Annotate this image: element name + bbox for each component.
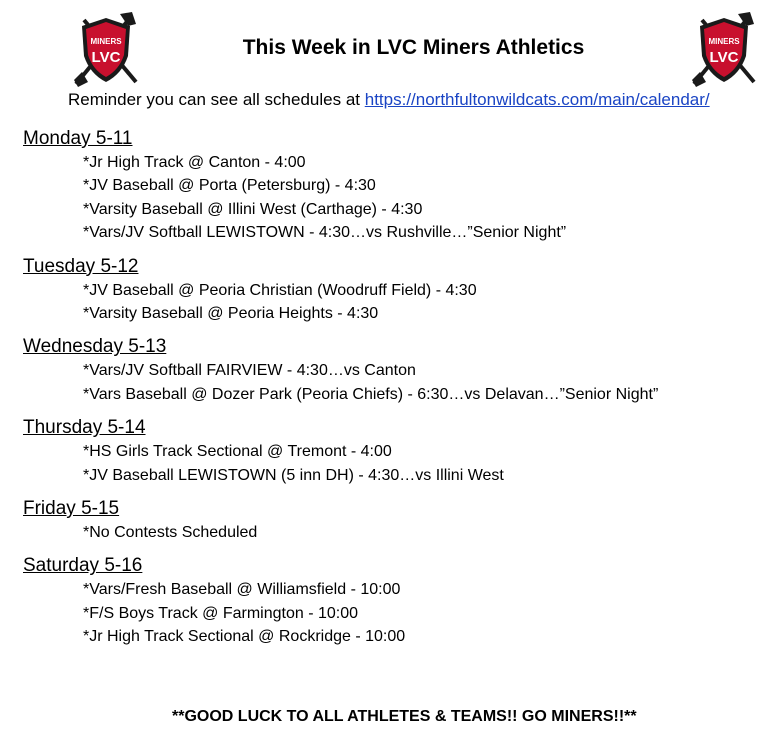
svg-text:MINERS: MINERS	[708, 37, 740, 46]
day-title: Thursday 5-14	[23, 417, 146, 439]
day-title: Monday 5-11	[23, 128, 133, 149]
event-item: *HS Girls Track Sectional @ Tremont - 4:00	[83, 443, 392, 461]
svg-text:LVC: LVC	[91, 49, 121, 66]
reminder-text: Reminder you can see all schedules at	[68, 90, 365, 109]
event-item: *JV Baseball @ Porta (Petersburg) - 4:30	[83, 177, 376, 195]
day-tuesday	[23, 255, 777, 326]
page-title	[0, 36, 777, 60]
event-item: *F/S Boys Track @ Farmington - 10:00	[83, 604, 359, 622]
event-item: *JV Baseball LEWISTOWN (5 inn DH) - 4:30…vs Illini West	[83, 466, 504, 484]
calendar-link[interactable]: https://northfultonwildcats.com/main/calendar/	[364, 90, 710, 109]
event-item: *Jr High Track Sectional @ Rockridge - 10:00	[83, 628, 406, 646]
day-title: Tuesday 5-12	[23, 255, 139, 277]
event-item: *Vars/Fresh Baseball @ Williamsfield - 10:00	[83, 581, 401, 599]
event-item: *No Contests Scheduled	[83, 524, 258, 542]
day-title: Friday 5-15	[23, 498, 120, 520]
day-thursday	[23, 416, 777, 487]
day-title: Wednesday 5-13	[23, 336, 167, 358]
weekly-schedule	[23, 127, 777, 659]
event-item: *JV Baseball @ Peoria Christian (Woodruff Field) - 4:30	[83, 281, 477, 299]
day-saturday	[23, 554, 777, 648]
page-title-text: This Week in LVC Miners Athletics	[242, 36, 585, 59]
svg-text:MINERS: MINERS	[90, 37, 122, 46]
event-item: *Jr High Track @ Canton - 4:00	[83, 154, 306, 171]
day-wednesday	[23, 335, 777, 406]
day-friday	[23, 497, 777, 544]
event-item: *Varsity Baseball @ Peoria Heights - 4:30	[83, 305, 379, 323]
event-item: *Vars Baseball @ Dozer Park (Peoria Chiefs) - 6:30…vs Delavan…”Senior Night”	[83, 385, 659, 403]
event-item: *Varsity Baseball @ Illini West (Carthage) - 4:30	[83, 200, 423, 218]
good-luck-footer: **GOOD LUCK TO ALL ATHLETES & TEAMS!! GO MINERS!!**	[172, 708, 637, 725]
day-monday	[23, 127, 777, 245]
svg-text:LVC: LVC	[709, 49, 739, 66]
event-item: *Vars/JV Softball FAIRVIEW - 4:30…vs Canton	[83, 362, 416, 380]
event-item: *Vars/JV Softball LEWISTOWN - 4:30…vs Rushville…”Senior Night”	[83, 224, 567, 242]
day-title: Saturday 5-16	[23, 555, 143, 577]
schedule-reminder	[68, 90, 710, 110]
